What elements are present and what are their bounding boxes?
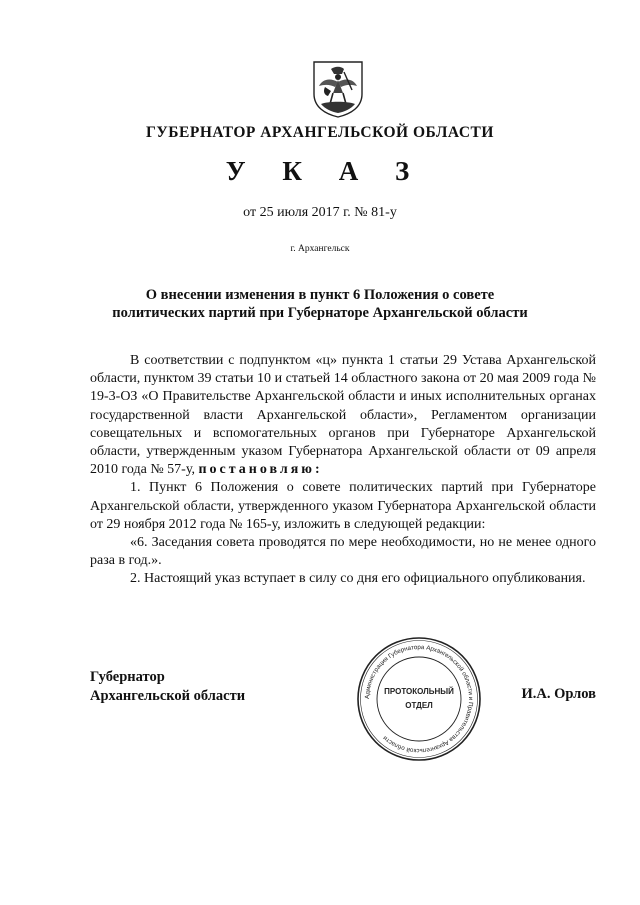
title-line-1: О внесении изменения в пункт 6 Положения о совете — [145, 287, 495, 303]
preamble-paragraph — [90, 352, 596, 479]
decree-colon: : — [315, 462, 320, 478]
stamp-ring-text: Администрация Губернатора Архангельской области и Правительства Архангельской области — [363, 643, 475, 755]
position-line-1: Губернатор — [90, 669, 165, 685]
document-body — [90, 352, 596, 589]
position-line-2: Архангельской области — [90, 688, 246, 704]
coat-of-arms-icon — [311, 60, 365, 118]
stamp-center-line-2: ОТДЕЛ — [405, 701, 433, 710]
place-of-issue: г. Архангельск — [290, 244, 350, 254]
issuer-heading: ГУБЕРНАТОР АРХАНГЕЛЬСКОЙ ОБЛАСТИ — [146, 124, 494, 141]
item-2-paragraph: 2. Настоящий указ вступает в силу со дня его официального опубликования. — [130, 571, 586, 587]
stamp-center-line-1: ПРОТОКОЛЬНЫЙ — [384, 687, 454, 696]
quoted-clause: «6. Заседания совета проводятся по мере необходимости, но не менее одного раза в год.». — [90, 535, 596, 569]
svg-text:Администрация Губернатора Арха — [364, 644, 474, 754]
preamble-text: В соответствии с подпунктом «ц» пункта 1 статьи 29 Устава Архангельской области, пунктом 39 статьи 10 и статьей 14 областного закона от 20 мая 2009 года № 19-3-ОЗ «О Правительстве Архангельской области и иных исполнительных органах государственной власти Архангельской области», Регламентом организации совещательных и вспомогательных органов при Губернаторе Архангельской области, утвержденным указом Губернатора Архангельской области от 09 апреля 2010 года № 57-у, — [90, 353, 596, 478]
official-stamp — [356, 636, 482, 762]
document-title — [0, 287, 640, 322]
decree-word: постановляю — [198, 462, 316, 478]
signatory-name: И.А. Орлов — [521, 686, 596, 702]
date-and-number: от 25 июля 2017 г. № 81-у — [243, 205, 397, 220]
signatory-position — [90, 668, 245, 706]
document-type: У К А З — [225, 156, 425, 186]
item-1-paragraph: 1. Пункт 6 Положения о совете политических партий при Губернаторе Архангельской области, утвержденного указом Губернатора Архангельской области от 29 ноября 2012 года № 165-у, изложить в следующей редакции: — [90, 480, 596, 532]
title-line-2: политических партий при Губернаторе Архангельской области — [112, 304, 528, 321]
